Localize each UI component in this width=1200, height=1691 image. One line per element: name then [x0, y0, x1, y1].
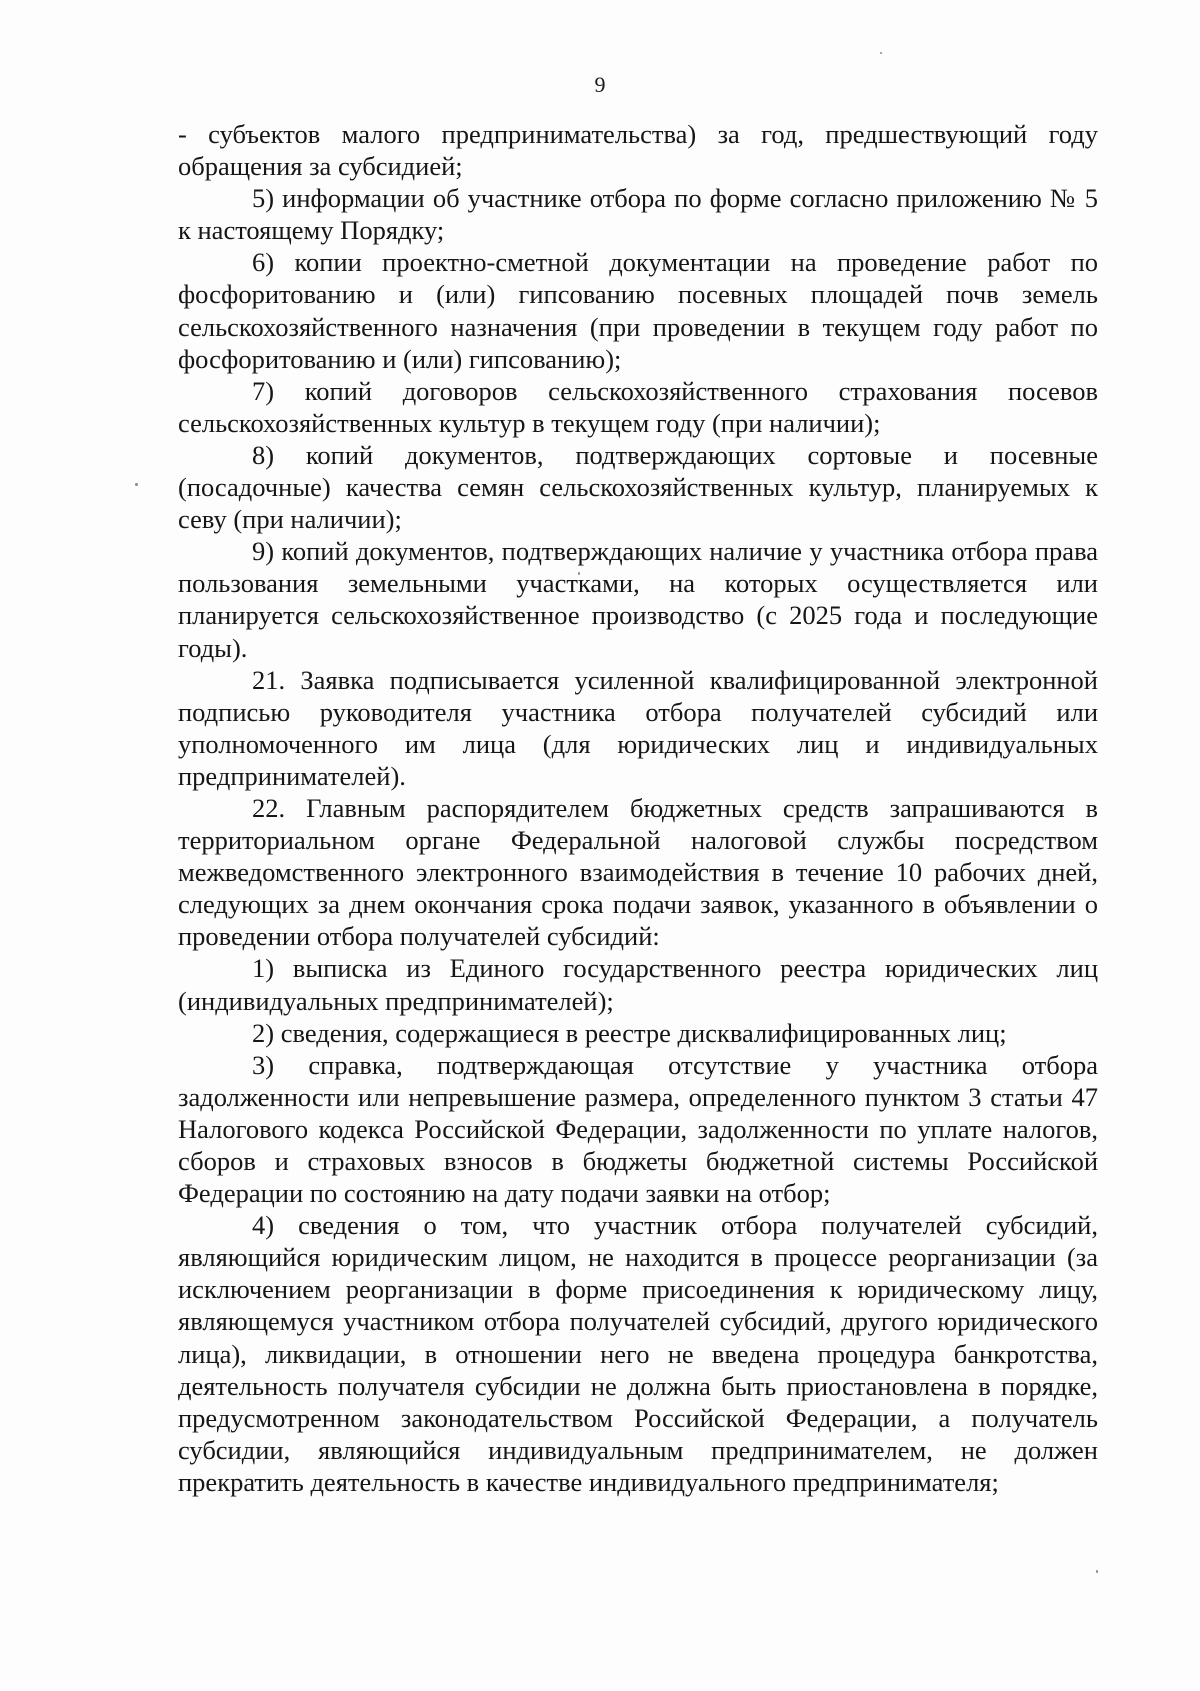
paragraph-item-7: 7) копий договоров сельскохозяйственного страхования посевов сельскохозяйственных культур в текущем году (при наличии); [178, 375, 1098, 438]
document-body [178, 118, 1098, 1498]
scan-speck [880, 52, 882, 54]
paragraph-clause-21: 21. Заявка подписывается усиленной квалифицированной электронной подписью руководителя участника отбора получателей субсидий или уполномоченного им лица (для юридических лиц и индивидуальных предпринимателей). [178, 664, 1098, 791]
paragraph-item-9: 9) копий документов, подтверждающих наличие у участника отбора права пользования земельными участками, на которых осуществляется или планируется сельскохозяйственное производство (с 2025 года и последующие годы). [178, 536, 1098, 663]
paragraph-item-8: 8) копий документов, подтверждающих сортовые и посевные (посадочные) качества семян сельскохозяйственных культур, планируемых к севу (при наличии); [178, 439, 1098, 535]
paragraph-item-5: 5) информации об участнике отбора по форме согласно приложению № 5 к настоящему Порядку; [178, 183, 1098, 246]
paragraph-clause-22: 22. Главным распорядителем бюджетных средств запрашиваются в территориальном органе Федеральной налоговой службы посредством межведомственного электронного взаимодействия в течение 10 рабочих дней, следующих за днем окончания срока подачи заявок, указанного в объявлении о проведении отбора получателей субсидий: [178, 792, 1098, 952]
paragraph-subitem-4: 4) сведения о том, что участник отбора получателей субсидий, являющийся юридическим лицом, не находится в процессе реорганизации (за исключением реорганизации в форме присоединения к юридическому лицу, являющемуся участником отбора получателей субсидий, другого юридического лица), ликвидации, в отношении него не введена процедура банкротства, деятельность получателя субсидии не должна быть приостановлена в порядке, предусмотренном законодательством Российской Федерации, а получатель субсидии, являющийся индивидуальным предпринимателем, не должен прекратить деятельность в качестве индивидуального предпринимателя; [178, 1210, 1098, 1497]
paragraph-continuation: - субъектов малого предпринимательства) за год, предшествующий году обращения за субсидией; [178, 119, 1098, 182]
paragraph-subitem-1: 1) выписка из Единого государственного реестра юридических лиц (индивидуальных предпринимателей); [178, 953, 1098, 1016]
page-number: 9 [594, 72, 606, 97]
scan-speck [1096, 1570, 1098, 1573]
paragraph-subitem-2: 2) сведения, содержащиеся в реестре дисквалифицированных лиц; [252, 1017, 1007, 1048]
paragraph-item-6: 6) копии проектно-сметной документации на проведение работ по фосфоритованию и (или) гипсованию посевных площадей почв земель сельскохозяйственного назначения (при проведении в текущем году работ по фосфоритованию и (или) гипсованию); [178, 247, 1098, 374]
paragraph-subitem-3: 3) справка, подтверждающая отсутствие у участника отбора задолженности или непревышение размера, определенного пунктом 3 статьи 47 Налогового кодекса Российской Федерации, задолженности по уплате налогов, сборов и страховых взносов в бюджеты бюджетной системы Российской Федерации по состоянию на дату подачи заявки на отбор; [178, 1049, 1098, 1209]
scan-speck [135, 483, 138, 486]
